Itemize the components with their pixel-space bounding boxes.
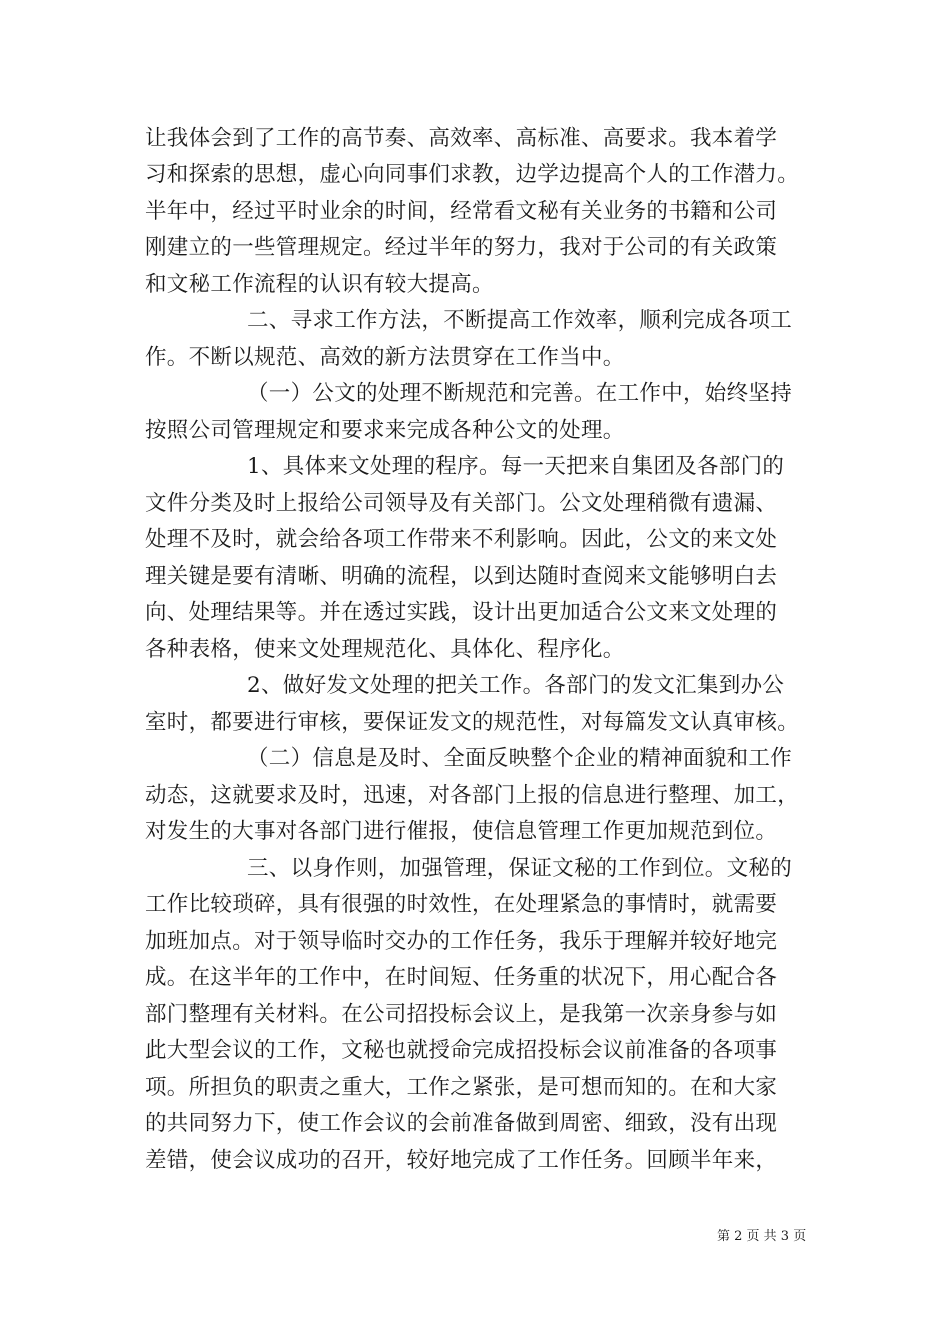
text-line: 此大型会议的工作，文秘也就授命完成招投标会议前准备的各项事 bbox=[145, 1038, 778, 1063]
text-line: 和文秘工作流程的认识有较大提高。 bbox=[145, 272, 494, 297]
text-line: 习和探索的思想，虚心向同事们求教，边学边提高个人的工作潜力。 bbox=[145, 162, 800, 187]
text-line: 室时，都要进行审核，要保证发文的规范性，对每篇发文认真审核。 bbox=[145, 710, 800, 735]
text-line: 1、具体来文处理的程序。每一天把来自集团及各部门的 bbox=[247, 454, 785, 479]
text-line: 向、处理结果等。并在透过实践，设计出更加适合公文来文处理的 bbox=[145, 600, 778, 625]
text-line: 处理不及时，就会给各项工作带来不利影响。因此，公文的来文处 bbox=[145, 527, 778, 552]
text-line: 对发生的大事对各部门进行催报，使信息管理工作更加规范到位。 bbox=[145, 819, 778, 844]
text-line: 差错，使会议成功的召开，较好地完成了工作任务。回顾半年来， bbox=[145, 1148, 778, 1173]
text-line: 三、以身作则，加强管理，保证文秘的工作到位。文秘的 bbox=[247, 856, 793, 881]
text-line: 半年中，经过平时业余的时间，经常看文秘有关业务的书籍和公司 bbox=[145, 199, 778, 224]
text-line: 的共同努力下，使工作会议的会前准备做到周密、细致，没有出现 bbox=[145, 1111, 778, 1136]
text-line: 文件分类及时上报给公司领导及有关部门。公文处理稍微有遗漏、 bbox=[145, 491, 778, 516]
text-line: 成。在这半年的工作中，在时间短、任务重的状况下，用心配合各 bbox=[145, 965, 778, 990]
text-line: 工作比较琐碎，具有很强的时效性，在处理紧急的事情时，就需要 bbox=[145, 892, 778, 917]
text-line: 按照公司管理规定和要求来完成各种公文的处理。 bbox=[145, 418, 625, 443]
text-line: 理关键是要有清晰、明确的流程，以到达随时查阅来文能够明白去 bbox=[145, 564, 778, 589]
text-line: 加班加点。对于领导临时交办的工作任务，我乐于理解并较好地完 bbox=[145, 929, 778, 954]
text-line: （一）公文的处理不断规范和完善。在工作中，始终坚持 bbox=[247, 381, 793, 406]
text-line: 作。不断以规范、高效的新方法贯穿在工作当中。 bbox=[145, 345, 625, 370]
page-number: 第 2 页 共 3 页 bbox=[717, 1229, 807, 1244]
text-line: 项。所担负的职责之重大，工作之紧张，是可想而知的。在和大家 bbox=[145, 1075, 778, 1100]
text-line: （二）信息是及时、全面反映整个企业的精神面貌和工作 bbox=[247, 746, 793, 771]
text-line: 二、寻求工作方法，不断提高工作效率，顺利完成各项工 bbox=[247, 308, 793, 333]
text-line: 刚建立的一些管理规定。经过半年的努力，我对于公司的有关政策 bbox=[145, 235, 778, 260]
text-line: 动态，这就要求及时，迅速，对各部门上报的信息进行整理、加工， bbox=[145, 783, 800, 808]
text-line: 各种表格，使来文处理规范化、具体化、程序化。 bbox=[145, 637, 625, 662]
text-line: 让我体会到了工作的高节奏、高效率、高标准、高要求。我本着学 bbox=[145, 126, 778, 151]
text-line: 2、做好发文处理的把关工作。各部门的发文汇集到办公 bbox=[247, 673, 785, 698]
text-line: 部门整理有关材料。在公司招投标会议上，是我第一次亲身参与如 bbox=[145, 1002, 778, 1027]
